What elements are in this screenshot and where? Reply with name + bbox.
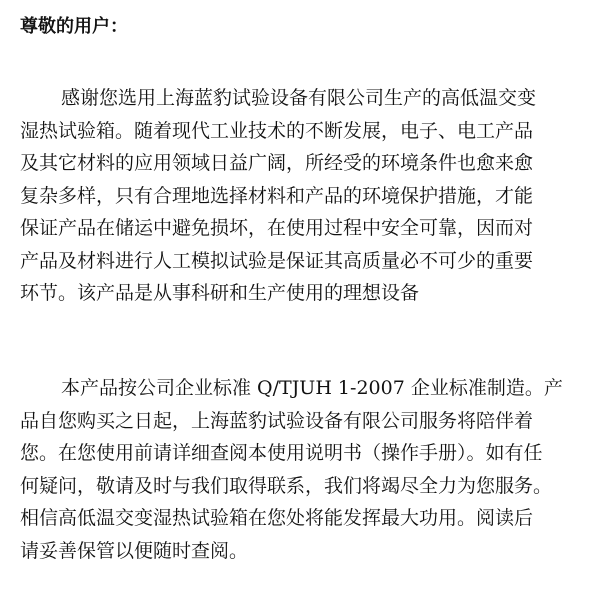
paragraph-line: 湿热试验箱。随着现代工业技术的不断发展，电子、电工产品 [20,119,534,142]
paragraph-line: 请妥善保管以便随时查阅。 [20,539,249,562]
paragraph-standard [20,372,585,567]
paragraph-line: 品自您购买之日起，上海蓝豹试验设备有限公司服务将陪伴着 [20,409,534,432]
paragraph-line: 复杂多样，只有合理地选择材料和产品的环境保护措施，才能 [20,184,534,207]
paragraph-line: 本产品按公司企业标准 Q/TJUH 1-2007 企业标准制造。产 [61,377,563,399]
paragraph-intro [20,82,585,310]
paragraph-line: 相信高低温交变湿热试验箱在您处将能发挥最大功用。阅读后 [20,507,534,529]
paragraph-line: 保证产品在储运中避免损坏，在使用过程中安全可靠，因而对 [20,217,534,239]
paragraph-line: 您。在您使用前请详细查阅本使用说明书（操作手册）。如有任 [20,442,543,464]
salutation: 尊敬的用户： [20,16,128,37]
paragraph-line: 及其它材料的应用领域日益广阔，所经受的环境条件也愈来愈 [20,152,534,174]
paragraph-line: 环节。该产品是从事科研和生产使用的理想设备 [20,282,420,304]
paragraph-line: 感谢您选用上海蓝豹试验设备有限公司生产的高低温交变 [61,87,537,109]
paragraph-line: 产品及材料进行人工模拟试验是保证其高质量必不可少的重要 [20,249,534,272]
paragraph-line: 何疑问，敬请及时与我们取得联系，我们将竭尽全力为您服务。 [20,474,553,497]
